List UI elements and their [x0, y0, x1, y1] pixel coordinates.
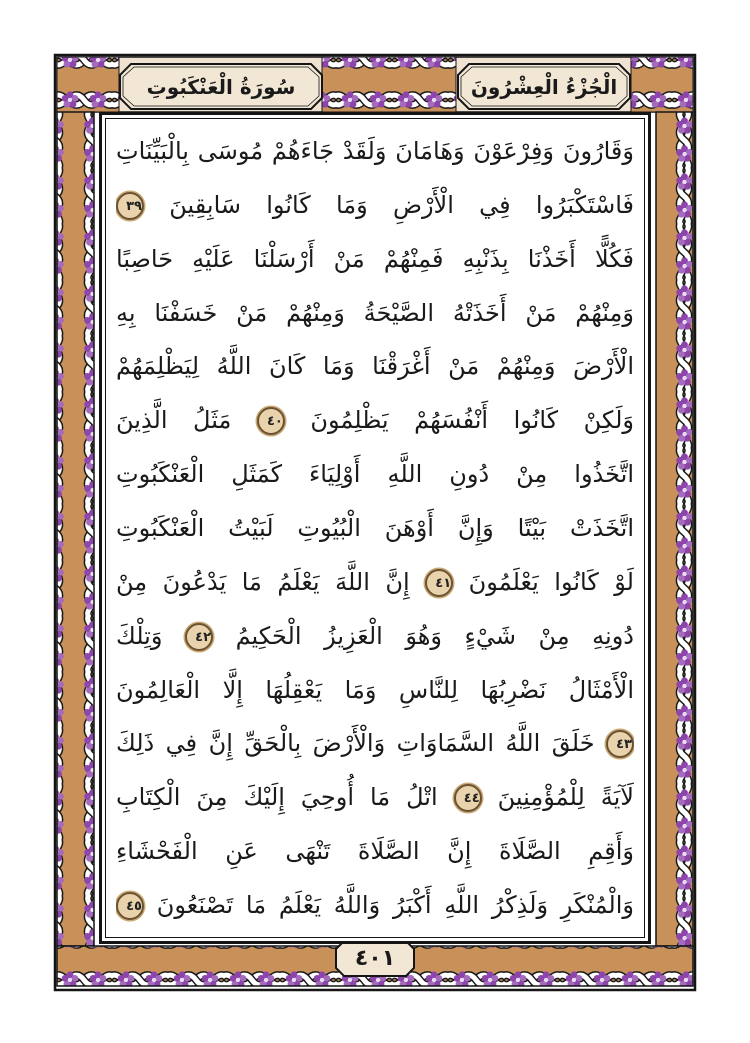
ayah-text: وَمِنْهُمْ مَنْ أَخَذَتْهُ الصَّيْحَةُ وَمِنْهُمْ مَنْ خَسَفْنَا بِهِ	[116, 298, 634, 327]
ayah-end-marker: ٤١	[425, 569, 453, 597]
ayah-text: فَاسْتَكْبَرُوا فِي الْأَرْضِ وَمَا كَانُوا سَابِقِينَ	[169, 190, 634, 219]
ayah-text: دُونِهِ مِنْ شَيْءٍ وَهُوَ الْعَزِيزُ الْحَكِيمُ	[235, 621, 634, 650]
ayah-text: اتَّخَذُوا مِنْ دُونِ اللَّهِ أَوْلِيَاءَ كَمَثَلِ الْعَنْكَبُوتِ	[116, 460, 634, 489]
quran-line	[116, 178, 634, 232]
ayah-end-marker: ٤٥	[116, 892, 144, 920]
text-frame	[99, 112, 651, 944]
ayah-end-marker: ٤٢	[185, 623, 213, 651]
ayah-text: إِنَّ اللَّهَ يَعْلَمُ مَا يَدْعُونَ مِنْ	[116, 567, 410, 596]
quran-line	[116, 339, 634, 393]
ayah-end-marker: ٤٤	[454, 784, 482, 812]
ayah-text: الْأَمْثَالُ نَضْرِبُهَا لِلنَّاسِ وَمَا يَعْقِلُهَا إِلَّا الْعَالِمُونَ	[116, 675, 634, 704]
quran-lines	[116, 124, 634, 932]
quran-line	[116, 501, 634, 555]
ayah-end-marker: ٤٣	[606, 730, 634, 758]
quran-line	[116, 232, 634, 286]
ayah-text: وَأَقِمِ الصَّلَاةَ إِنَّ الصَّلَاةَ تَنْهَى عَنِ الْفَحْشَاءِ	[116, 837, 634, 866]
ayah-text: اتْلُ مَا أُوحِيَ إِلَيْكَ مِنَ الْكِتَابِ	[116, 783, 438, 812]
ayah-end-marker: ٤٠	[257, 407, 285, 435]
quran-line	[116, 663, 634, 717]
quran-line	[116, 286, 634, 340]
quran-line	[116, 609, 634, 663]
ayah-text: خَلَقَ اللَّهُ السَّمَاوَاتِ وَالْأَرْضَ بِالْحَقِّ إِنَّ فِي ذَلِكَ	[116, 729, 595, 758]
quran-line	[116, 878, 634, 932]
quran-line	[116, 716, 634, 770]
ayah-text: وَقَارُونَ وَفِرْعَوْنَ وَهَامَانَ وَلَقَدْ جَاءَهُمْ مُوسَى بِالْبَيِّنَاتِ	[116, 137, 634, 165]
surah-title: سُورَةُ الْعَنْكَبُوتِ	[146, 75, 296, 99]
ayah-text: اتَّخَذَتْ بَيْتًا وَإِنَّ أَوْهَنَ الْبُيُوتِ لَبَيْتُ الْعَنْكَبُوتِ	[116, 514, 634, 543]
ayah-text: لَآيَةً لِلْمُؤْمِنِينَ	[497, 783, 634, 812]
quran-line	[116, 393, 634, 447]
ayah-text: مَثَلُ الَّذِينَ	[116, 406, 232, 435]
ayah-text: لَوْ كَانُوا يَعْلَمُونَ	[468, 567, 634, 596]
quran-line	[116, 124, 634, 178]
quran-line	[116, 555, 634, 609]
page-number: ٤٠١	[354, 945, 396, 971]
ayah-text: وَلَكِنْ كَانُوا أَنْفُسَهُمْ يَظْلِمُونَ	[310, 406, 634, 435]
juz-title: الْجُزْءُ الْعِشْرُونَ	[470, 75, 618, 99]
ayah-text: الْأَرْضَ وَمِنْهُمْ مَنْ أَغْرَقْنَا وَمَا كَانَ اللَّهُ لِيَظْلِمَهُمْ	[116, 352, 634, 381]
ayah-text: فَكُلًّا أَخَذْنَا بِذَنْبِهِ فَمِنْهُمْ مَنْ أَرْسَلْنَا عَلَيْهِ حَاصِبًا	[116, 244, 634, 273]
quran-line	[116, 824, 634, 878]
quran-line	[116, 770, 634, 824]
ayah-text: وَتِلْكَ	[116, 621, 163, 650]
ayah-end-marker: ٣٩	[116, 192, 144, 220]
quran-line	[116, 447, 634, 501]
ayah-text: وَالْمُنْكَرِ وَلَذِكْرُ اللَّهِ أَكْبَرُ وَاللَّهُ يَعْلَمُ مَا تَصْنَعُونَ	[156, 891, 634, 920]
text-frame-inner	[105, 118, 645, 938]
